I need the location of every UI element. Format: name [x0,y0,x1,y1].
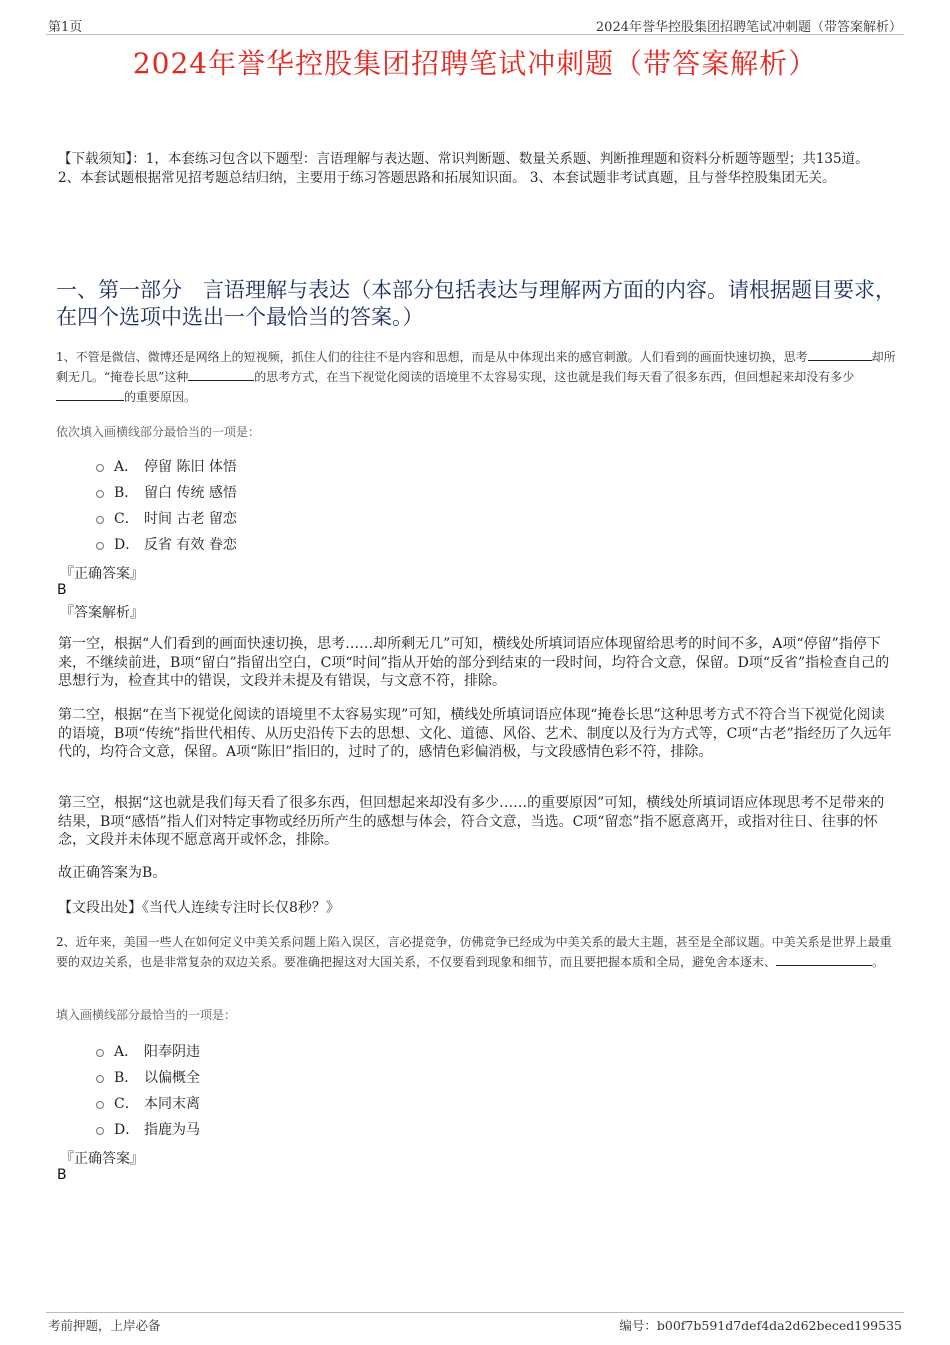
radio-icon[interactable] [96,1101,104,1109]
correct-answer-label: 『正确答案』 [60,1151,144,1167]
blank-2 [188,367,254,381]
option-d[interactable]: D． 反省 有效 眷恋 [96,531,237,557]
option-a[interactable]: A． 停留 陈旧 体悟 [96,453,237,479]
page-header [46,14,904,35]
option-a[interactable]: A． 阳奉阴违 [96,1038,200,1064]
option-b[interactable]: B． 以偏概全 [96,1064,200,1090]
radio-icon[interactable] [96,464,104,472]
analysis-paragraph-2: 第二空，根据“在当下视觉化阅读的语境里不太容易实现”可知，横线处所填词语应体现“掩卷长思”这种思考方式不符合当下视觉化阅读的语境，B项“传统”指世代相传、从历史沿传下去的思想、文化、道德、风俗、艺术、制度以及行为方式等，C项“古老”指经历了久远年代的，均符合文意，保留。A项“陈旧”指旧的，过时了的，感情色彩偏消极，与文段感情色彩不符，排除。 [58,707,892,760]
correct-answer: B [57,582,67,598]
question-2-stem: 2、近年来，美国一些人在如何定义中美关系问题上陷入误区，言必提竞争，仿佛竞争已经成为中美关系的最大主题，甚至是全部议题。中美关系是世界上最重要的双边关系，也是非常复杂的双边关系。要准确把握这对大国关系，不仅要看到现象和细节，而且要把握本质和全局，避免舍本逐末、 。 [56,935,892,969]
download-notice: 【下载须知】：1，本套练习包含以下题型：言语理解与表达题、常识判断题、数量关系题、判断推理题和资料分析题等题型；共135道。 2、本套试题根据常见招考题总结归纳，主要用于练习答题思路和拓展知识面。 3、本套试题非考试真题，且与誉华控股集团无关。 [58,151,869,186]
option-c[interactable]: C． 时间 古老 留恋 [96,505,237,531]
header-doc-title: 2024年誉华控股集团招聘笔试冲刺题（带答案解析） [595,20,902,35]
blank-1 [808,347,872,361]
analysis-conclusion: 故正确答案为B。 [58,865,167,881]
analysis-label: 『答案解析』 [60,605,144,621]
section-heading: 一、第一部分 言语理解与表达（本部分包括表达与理解两方面的内容。请根据题目要求，在四个选项中选出一个最恰当的答案。） [56,278,896,329]
radio-icon[interactable] [96,1127,104,1135]
page-number: 第1页 [48,20,83,35]
option-d[interactable]: D． 指鹿为马 [96,1116,200,1142]
passage-source: 【文段出处】《当代人连续专注时长仅8秒？》 [58,900,340,916]
option-b[interactable]: B． 留白 传统 感悟 [96,479,237,505]
correct-answer-label: 『正确答案』 [60,566,144,582]
question-1-prompt: 依次填入画横线部分最恰当的一项是： [56,425,261,439]
footer-slogan: 考前押题，上岸必备 [48,1318,161,1333]
analysis-paragraph-1: 第一空，根据“人们看到的画面快速切换，思考……却所剩无几”可知，横线处所填词语应体现留给思考的时间不多，A项“停留”指停下来，不继续前进，B项“留白”指留出空白，C项“时间”指从开始的部分到结束的一段时间，均符合文意，保留。D项“反省”指检查自己的思想行为，检查其中的错误，文段并未提及有错误，与文意不符，排除。 [58,636,890,689]
blank-3 [56,387,124,401]
blank-1 [776,952,872,966]
question-1-options [96,453,237,557]
question-1-stem: 1、不管是微信、微博还是网络上的短视频，抓住人们的往往不是内容和思想，而是从中体现出来的感官刺激。人们看到的画面快速切换，思考 却所剩无几。“掩卷长思”这种 的思考方式，在当下视觉化阅读的语境里不太容易实现，这也就是我们每天看了很多东西，但回想起来却没有多少的重要原因。 [56,347,896,407]
page-footer [46,1312,904,1333]
radio-icon[interactable] [96,1075,104,1083]
correct-answer: B [57,1167,67,1183]
question-2-prompt: 填入画横线部分最恰当的一项是： [56,1008,237,1022]
question-2-options [96,1038,200,1142]
radio-icon[interactable] [96,516,104,524]
analysis-paragraph-3: 第三空，根据“这也就是我们每天看了很多东西，但回想起来却没有多少……的重要原因”可知，横线处所填词语应体现思考不足带来的结果，B项“感悟”指人们对特定事物或经历所产生的感想与体会，符合文意，当选。C项“留恋”指不愿意离开，或指对往日、往事的怀念，文段并未体现不愿意离开或怀念，排除。 [58,795,885,848]
radio-icon[interactable] [96,542,104,550]
document-id: 编号：b00f7b591d7def4da2d62beced199535 [619,1318,902,1333]
radio-icon[interactable] [96,490,104,498]
option-c[interactable]: C． 本同末离 [96,1090,200,1116]
document-title: 2024年誉华控股集团招聘笔试冲刺题（带答案解析） [132,47,818,80]
radio-icon[interactable] [96,1049,104,1057]
